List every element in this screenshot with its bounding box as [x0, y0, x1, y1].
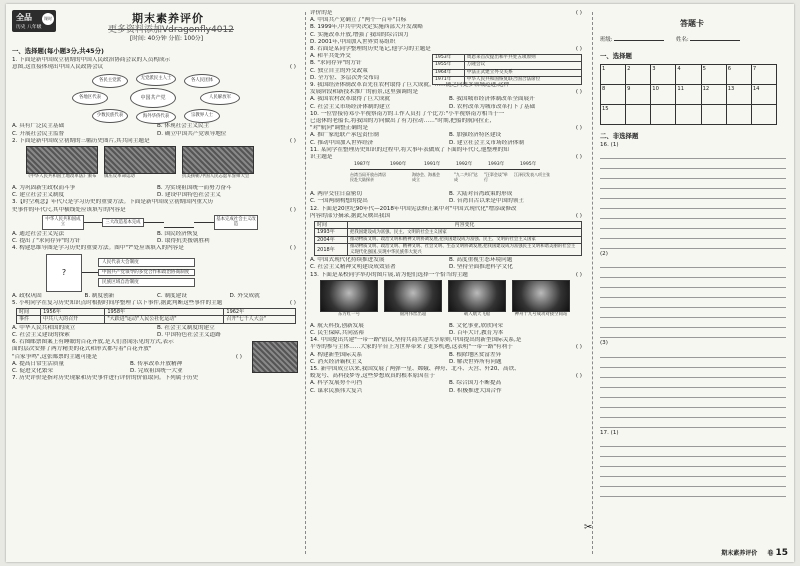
- answer-options: [310, 198, 588, 205]
- question-text: 已退休的老船长,将我国的方向做出了有力拉动……"时期,把船的航向拉正,: [310, 118, 492, 125]
- question-text: 2. 下面是新中国成立初期的三幅历史图片,其共同主题是 ( ): [12, 137, 296, 144]
- answer-cell[interactable]: 10: [651, 85, 676, 105]
- mind-map-node: 民族区域自治制度: [98, 278, 195, 287]
- option-c[interactable]: C. 民生保障,共同富裕: [310, 329, 364, 336]
- answer-cell[interactable]: 14: [752, 85, 777, 105]
- question-text: 1. 下面是新中国成立初期的中国人民政治协商会议的人员构成示: [12, 57, 171, 63]
- question-4: [12, 245, 302, 299]
- option-c[interactable]: C. 一国两制构想的提出: [310, 198, 368, 205]
- question-text: 意图,这直接体现出中国人民政协会议 ( ): [12, 64, 296, 71]
- question-text: 15. 新中国成立以来,我国发展了两弹一星、嫦娥、神舟、北斗、天宫、歼20、高铁、: [310, 365, 520, 372]
- answer-cell[interactable]: 6: [727, 65, 752, 85]
- answer-options: [310, 96, 588, 103]
- events-table: [16, 308, 296, 324]
- answer-options: [310, 140, 588, 147]
- table-cell: 2018年: [315, 244, 348, 256]
- answer-options: [310, 330, 588, 337]
- timeline-event: 海协会、海基会成立: [412, 172, 440, 183]
- question-text: 9. 我国经济体制改革首先在农村取得了巨大成就。……随之向更多领域迈进,这种: [310, 82, 510, 89]
- timeline-box: 中华人民共和国成立: [42, 215, 84, 230]
- question-14: [310, 337, 588, 366]
- constitution-table: [314, 221, 582, 256]
- timeline-event: 台湾当局开放台湾居民赴大陆探亲: [350, 172, 386, 183]
- answer-options: [310, 264, 588, 271]
- page-number: 15: [775, 548, 788, 558]
- question-2: [12, 138, 302, 200]
- option-d[interactable]: D. 完成祖国统一大业: [130, 368, 183, 375]
- timeline-event: 江泽民发表八项主张: [514, 172, 550, 178]
- exam-meta: [时间: 40分钟 分值: 100分]: [130, 36, 203, 42]
- space-photo: [448, 280, 506, 312]
- option-c[interactable]: C. 谋求民族伟大复兴: [310, 387, 363, 394]
- question-text: "百家争鸣",这张邮票的主题可能是 ( ): [12, 353, 242, 360]
- note-event: 万隆会议: [464, 62, 581, 69]
- answer-options: [310, 191, 588, 198]
- answer-cell[interactable]: 12: [702, 85, 727, 105]
- space-photo: [320, 280, 378, 312]
- question-5: [12, 300, 302, 339]
- answer-options: [310, 257, 588, 264]
- option-b[interactable]: B. 社会主义制度的建立: [157, 324, 215, 331]
- option-c[interactable]: C. 社会主义精神文明建设成效显著: [310, 264, 396, 271]
- option-d[interactable]: D. 确立中国共产党领导地位: [157, 130, 227, 137]
- student-info: [600, 35, 788, 43]
- option-a[interactable]: A. 两岸交往日益密切: [310, 191, 363, 198]
- answer-options: [12, 185, 302, 192]
- diagram-node: 宗教界人士: [184, 109, 220, 123]
- answer-cell[interactable]: 11: [676, 85, 701, 105]
- question-text: 平等的参与主体……大家的平台上为世界带来了更多机遇,这表明"一带一路"有利于 ( ): [310, 344, 582, 351]
- note-year: 1964年: [433, 69, 465, 76]
- diagram-node: 各地区代表: [72, 91, 108, 105]
- option-b[interactable]: B. 为实现祖国统一而努力奋斗: [157, 185, 232, 192]
- mind-map-branches: [98, 258, 195, 288]
- answer-cell[interactable]: [752, 105, 777, 125]
- q17-part1-label: 17. (1): [600, 429, 619, 436]
- option-d[interactable]: D. 建立社会主义市场经济体制: [449, 139, 524, 146]
- name-field[interactable]: [690, 40, 740, 41]
- diagram-node: 人民解放军: [200, 91, 240, 105]
- option-a[interactable]: A. 航天科技,创新发展: [310, 322, 364, 329]
- historical-photo: [26, 146, 98, 174]
- option-d[interactable]: D. 解决世界所有问题: [449, 358, 502, 365]
- option-c[interactable]: C. 独立自主的外交政策: [310, 67, 368, 74]
- option-b[interactable]: B. 文化事业,欣欣向荣: [449, 322, 503, 329]
- answer-cell[interactable]: 2: [626, 65, 651, 85]
- photo-caption: 东方红一号: [338, 311, 360, 317]
- question-13: [310, 272, 588, 338]
- question-text: 发展阶段和新技术推广的前景,这里强调的是 ( ): [310, 89, 582, 96]
- option-a[interactable]: A. 政权巩固: [12, 292, 42, 299]
- question-text: 6. 右图邮票图案上有睡眠的百花齐放,是人们喜闻乐见的方式,表示: [12, 339, 174, 346]
- mind-map-node: 中国共产党领导的多党合作和政治协商制度: [98, 269, 195, 277]
- option-b[interactable]: B. "求同存异"的方针: [310, 60, 362, 67]
- option-b[interactable]: B. 制度创新: [84, 292, 115, 299]
- question-8: [310, 46, 588, 82]
- photo-item: [512, 280, 570, 323]
- photo-row: [320, 280, 588, 323]
- photo-item: [448, 280, 506, 323]
- table-cell: 把我国建设成为富强、民主、文明的社会主义国家: [348, 229, 582, 236]
- question-text: 4. 构建思维导图是学习历史的重要方法。图中"?"处应该填入的内容是 ( ): [12, 245, 296, 252]
- option-d[interactable]: D. 取得抗美援朝胜利: [157, 238, 210, 245]
- answer-options: [12, 231, 302, 238]
- answer-options: [310, 359, 588, 366]
- table-cell: 2004年: [315, 236, 348, 243]
- option-a[interactable]: A. 为巩固新生政权而斗争: [12, 185, 76, 192]
- note-event: 周恩来首次提出和平共处五项原则: [464, 55, 581, 62]
- answer-cell[interactable]: 5: [702, 65, 727, 85]
- diagram-node: 少数民族代表: [92, 109, 128, 123]
- answer-options: [310, 352, 588, 359]
- question-6: [12, 339, 302, 375]
- option-a[interactable]: A. 推广家庭联产承包责任制: [310, 132, 379, 139]
- q16-part1-label: 16. (1): [600, 142, 619, 148]
- table-header: 1958年: [105, 309, 224, 316]
- option-a[interactable]: A. 中华人民共和国的成立: [12, 324, 76, 331]
- note-event: 中华人民共和国恢复联合国合法席位: [464, 77, 581, 84]
- page-title: 期末素养评价: [132, 12, 204, 25]
- answer-cell[interactable]: [676, 105, 701, 125]
- option-d[interactable]: D. 台湾自古以来是中国的领土: [449, 198, 524, 205]
- timeline-year: 1992年: [456, 162, 473, 168]
- question-11: [310, 147, 588, 206]
- option-b[interactable]: B. 国民经济恢复: [157, 231, 198, 238]
- class-label: 班级:: [600, 37, 613, 43]
- photo-caption: 《中华人民共和国土地改革法》颁布: [26, 174, 97, 180]
- question-15: [310, 366, 588, 395]
- class-field[interactable]: [614, 40, 664, 41]
- timeline-box: 三大改造基本完成: [102, 218, 144, 228]
- timeline-year: 1987年: [354, 162, 371, 168]
- diagram-center: 中国共产党: [130, 88, 176, 108]
- question-text: 蛟龙号、高科技梦等,这些梦想成真的根本原因在于 ( ): [310, 373, 582, 380]
- option-a[interactable]: A. 我国农村改革取得了巨大成就: [310, 96, 391, 103]
- option-a[interactable]: A. 科学发展势不可挡: [310, 380, 363, 387]
- table-cell: 推动物质文明、政治文明和精神文明协调发展,把我国建设成为富强、民主、文明的社会主义国家: [348, 236, 582, 243]
- answer-cell[interactable]: [626, 105, 651, 125]
- photo-caption: 载人航天飞船: [463, 311, 491, 317]
- option-a[interactable]: A. 中国式现代化持续推进发展: [310, 257, 385, 264]
- table-cell: 召开"七千人大会": [224, 316, 296, 323]
- question-text: 史事件的年代尺,其中横线处应该填写的内容是 ( ): [12, 206, 296, 213]
- timeline-box: 基本完成社会主义改造: [214, 215, 258, 230]
- exam-header: [12, 10, 302, 44]
- table-header: 1962年: [224, 309, 296, 316]
- answer-options: [12, 192, 302, 199]
- option-d[interactable]: D. 中国特色社会主义道路: [157, 332, 221, 339]
- table-header: 时间: [17, 309, 41, 316]
- answer-cell[interactable]: [702, 105, 727, 125]
- question-text: 识主题是 ( ): [310, 154, 582, 161]
- mind-map-root: ?: [46, 254, 82, 292]
- option-a[interactable]: A. 提高日常生活质量: [12, 360, 65, 367]
- section-heading: 二、非选择题: [600, 132, 639, 140]
- question-12: [310, 206, 588, 272]
- space-photo: [384, 280, 442, 312]
- answer-options: [310, 380, 588, 387]
- timeline-year: 1991年: [424, 162, 441, 168]
- answer-grid: [600, 64, 777, 125]
- photo-item: [26, 146, 98, 185]
- photo-item: [320, 280, 378, 323]
- answer-cell[interactable]: [727, 105, 752, 125]
- answer-options: [12, 368, 248, 375]
- note-year: 1971年: [433, 77, 465, 84]
- table-cell: 中共八大的召开: [41, 316, 105, 323]
- option-c[interactable]: C. 建立社会主义制度: [12, 192, 65, 199]
- photo-item: [384, 280, 442, 323]
- question-7-text: 7. 历史评价是指对历史现象和历史事件进行评价的价值取向。下列属于历史: [12, 375, 199, 382]
- section-heading: 一、选择题: [600, 52, 632, 60]
- timeline-event: "九二共识"达成: [454, 172, 478, 183]
- option-b[interactable]: B. 体现社会主义民主: [157, 123, 210, 130]
- table-header: 1956年: [41, 309, 105, 316]
- historical-photo: [104, 146, 176, 174]
- photo-caption: 银河伟丝出超: [399, 311, 427, 317]
- photo-item: [182, 146, 254, 185]
- answer-cell[interactable]: 7: [752, 65, 777, 85]
- question-text: "对"航向"调整正确的是 ( ): [310, 125, 582, 132]
- option-c[interactable]: C. 制度建设: [157, 292, 187, 299]
- photo-caption: 神舟十九号成功对接空间站: [514, 311, 568, 317]
- diagram-node: 海外华侨代表: [136, 110, 176, 124]
- photo-item: [104, 146, 176, 185]
- photo-caption: 镇压反革命运动: [104, 174, 135, 180]
- answer-options: [12, 332, 302, 339]
- answer-options: [12, 293, 302, 300]
- column-left: [12, 10, 302, 560]
- option-c[interactable]: C. 促进文化繁荣: [12, 368, 54, 375]
- section-heading: 一、选择题(每小题3分,共45分): [12, 47, 104, 55]
- photo-caption: 抗美援朝,中国人民志愿军誓师大会: [182, 174, 250, 180]
- question-text: 11. 某同学在整理历史知识的过程中,将大事年表做成了下面的年代尺,他整理的知: [310, 146, 509, 153]
- option-d[interactable]: D. 坚持全面推进科学文化: [449, 264, 513, 271]
- question-text: 评价的是 ( ): [310, 10, 582, 16]
- answer-options: [310, 388, 588, 395]
- question-text: 10. 一位曾接待邓小平视察南方的工作人员打了个比方:"小平视察南方相当于一: [310, 110, 505, 117]
- answer-cell[interactable]: [651, 105, 676, 125]
- brand-logo: [12, 10, 56, 32]
- table-header: 时间: [315, 222, 348, 229]
- option-b[interactable]: B. 根除地区贫富差异: [449, 351, 502, 358]
- question-text: 14. 中国提出共建"一带一路"倡议,坚持共商共建共享原则,中国提出的新型国际关系,是: [310, 337, 522, 344]
- answer-lines-q16-1[interactable]: [596, 149, 788, 249]
- exam-page: [6, 4, 794, 562]
- year-timeline: [350, 161, 550, 191]
- answer-cell[interactable]: 1: [601, 65, 626, 85]
- option-d[interactable]: D. 建设中国特色社会主义: [157, 192, 221, 199]
- option-d[interactable]: D. 2001年,中国加入世界贸易组织: [310, 38, 396, 45]
- note-year: 1953年: [433, 55, 465, 62]
- notes-table: [432, 54, 582, 85]
- option-b[interactable]: B. 大陆对台湾政策的形成: [449, 191, 513, 198]
- option-b[interactable]: B. 传承改革开放精神: [130, 360, 183, 367]
- note-year: 1955年: [433, 62, 465, 69]
- answer-options: [12, 131, 302, 138]
- table-cell: 推动物质文明、政治文明、精神文明、社会文明、生态文明协调发展,把我国建设成为富强民主文明和谐美丽的社会主义现代化强国,实现中华民族伟大复兴: [348, 244, 582, 256]
- option-b[interactable]: B. 高度重视生态环境问题: [449, 257, 513, 264]
- q16-part2-label: (2): [600, 251, 608, 258]
- timeline-year: 1995年: [520, 162, 537, 168]
- option-b[interactable]: B. 综合国力不断提高: [449, 380, 502, 387]
- stamp-image: [252, 341, 298, 373]
- timeline-year: 1993年: [488, 162, 505, 168]
- column-middle: [310, 10, 588, 560]
- option-c[interactable]: C. 推动中国加入世界经济: [310, 139, 374, 146]
- ppcc-diagram: [72, 72, 242, 122]
- answer-options: [12, 123, 302, 130]
- historical-photo: [182, 146, 254, 174]
- photo-row: [26, 146, 302, 185]
- table-cell: "大跃进"运动"人民公社化运动": [105, 316, 224, 323]
- timeline-axis: [350, 169, 540, 170]
- table-cell: 事件: [17, 316, 41, 323]
- mind-map-node: 人民代表大会制度: [98, 258, 195, 267]
- option-a[interactable]: A. 通过社会主义宪法: [12, 231, 65, 238]
- answer-cell[interactable]: 3: [651, 65, 676, 85]
- option-b[interactable]: B. 1999年,中共中央决定实施西部大开发战略: [310, 24, 423, 31]
- option-a[interactable]: A. 中国共产党确立了"两个一百年"目标: [310, 17, 407, 24]
- option-c[interactable]: C. 消灭经济霸权主义: [310, 358, 363, 365]
- page-footer: 期末素养评价 卷 15: [721, 548, 788, 558]
- option-b[interactable]: B. 加强经济特区建设: [449, 132, 502, 139]
- answer-options: [310, 323, 588, 330]
- diagram-node: 各人民团体: [184, 74, 220, 88]
- option-a[interactable]: A. 构建新型国际关系: [310, 351, 363, 358]
- option-d[interactable]: D. 农村改革为城市改革打下了基础: [449, 103, 536, 110]
- option-d[interactable]: D. 全方位、多层次外交布局: [310, 74, 380, 81]
- space-photo: [512, 280, 570, 312]
- option-d[interactable]: D. 积极推进大国合作: [449, 387, 502, 394]
- question-1: [12, 57, 302, 138]
- answer-cell[interactable]: 9: [626, 85, 651, 105]
- question-text: 3.【时空观念】年代尺是学习历史的重要方法。下面是新中国成立初期国内重大历: [12, 199, 214, 206]
- option-c[interactable]: C. 开展社会民主监督: [12, 130, 65, 137]
- diagram-node: 各民主党派: [92, 74, 128, 88]
- question-10: [310, 111, 588, 147]
- mind-map: [46, 254, 302, 292]
- scissors-icon: ✂: [584, 522, 593, 533]
- answer-options: [12, 361, 248, 368]
- option-a[interactable]: A. 具有广泛民主基础: [12, 123, 65, 130]
- note-event: 中法正式建立外交关系: [464, 69, 581, 76]
- question-text: 12. 下面是20世纪90年代—2018年中国宪法修正案中对"中国式现代化"增添或修改: [310, 205, 517, 212]
- column-divider: [592, 12, 593, 554]
- question-7: [310, 10, 588, 46]
- question-text: 8. 右面是某同学整理的历史笔记,他学习的主题是 ( ): [310, 46, 582, 53]
- question-text: 面的层次安排了两方精美的花式和形式都写着"百花齐放": [12, 346, 152, 353]
- timeline-year: 1990年: [390, 162, 407, 168]
- option-c[interactable]: C. 提出了"求同存异"的方针: [12, 238, 81, 245]
- logo-sub: 历史 八年级: [16, 25, 42, 30]
- diagram-node: 无党派民主人士: [136, 72, 176, 86]
- name-label: 姓名:: [676, 37, 689, 43]
- option-c[interactable]: C. 实施改革开放,增强了我国的综合国力: [310, 31, 409, 38]
- answer-options: [310, 104, 588, 111]
- answer-lines-q16-3[interactable]: [596, 348, 788, 428]
- column-divider: [305, 12, 306, 554]
- answer-cell[interactable]: 8: [601, 85, 626, 105]
- footer-label: 期末素养评价: [721, 550, 758, 557]
- option-d[interactable]: D. 外交成就: [229, 292, 260, 299]
- question-text: 内容的部分摘录,据此反映出我国 ( ): [310, 212, 582, 219]
- question-9: [310, 82, 588, 111]
- answer-cell[interactable]: 15: [601, 105, 626, 125]
- answer-options: [12, 238, 302, 245]
- option-a[interactable]: A. 和平共处外交: [310, 53, 351, 60]
- question-text: 13. 下面是某校同学举办的图片展,请为他们选择一个恰当的主题 ( ): [310, 271, 582, 278]
- logo-main: 全品: [16, 13, 32, 22]
- timeline-event: "汪辜会谈"举行: [484, 172, 508, 183]
- watermark-text: 更多资料添加Vdragonfly4012: [108, 25, 234, 35]
- blank-box: [164, 217, 194, 228]
- answer-cell[interactable]: 4: [676, 65, 701, 85]
- option-b[interactable]: B. 我国城市经济体制改革全面展开: [449, 96, 535, 103]
- table-header: 内容变化: [348, 222, 582, 229]
- answer-options: [12, 325, 302, 332]
- answer-card: [596, 10, 788, 540]
- answer-lines-q16-2[interactable]: [596, 258, 788, 338]
- option-d[interactable]: D. 百年大计,教育为本: [449, 329, 504, 336]
- question-text: 5. 小明同学在复习历史知识点时根据时间序整理了以下事件,据此判断这些事件的主题 ( ): [12, 299, 296, 306]
- answer-options: [310, 132, 588, 139]
- q16-part3-label: (3): [600, 340, 608, 347]
- table-cell: 1993年: [315, 229, 348, 236]
- answer-card-title: 答题卡: [680, 19, 704, 28]
- logo-badge: 课时: [42, 13, 54, 25]
- option-c[interactable]: C. 社会主义建设的探索: [12, 332, 70, 339]
- timeline: [42, 215, 302, 230]
- answer-lines-q17[interactable]: [596, 437, 788, 497]
- question-3: [12, 199, 302, 245]
- answer-cell[interactable]: 13: [727, 85, 752, 105]
- option-c[interactable]: C. 社会主义市场经济体制的建立: [310, 103, 391, 110]
